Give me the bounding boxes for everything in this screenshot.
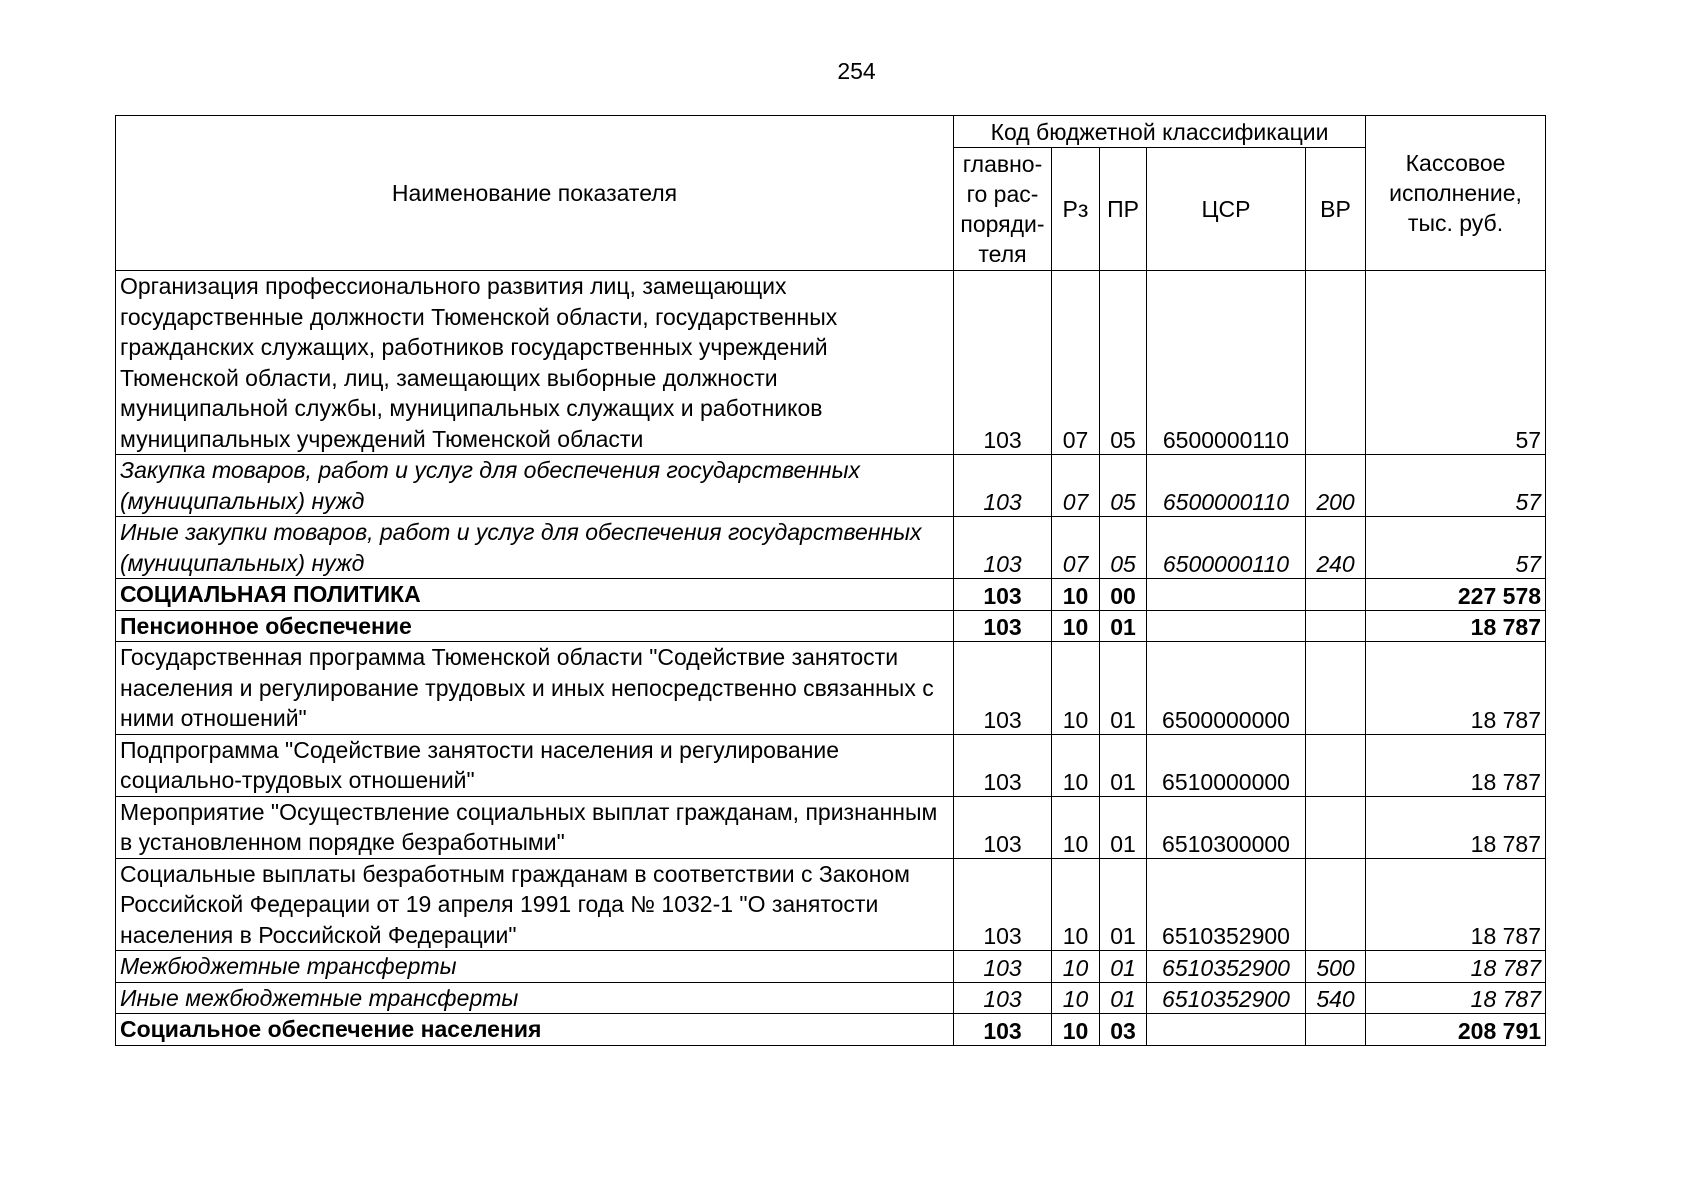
row-name: Организация профессионального развития лиц, замещающих государственные должности Тюменской области, государственных гражданских служащих, работников государственных учреждений Тюменской области, лиц, замещающих выборные должности муниципальной службы, муниципальных служащих и работников муниципальных учреждений Тюменской области (116, 271, 954, 455)
row-pr: 01 (1100, 951, 1147, 983)
table-row (116, 734, 1546, 796)
row-pr: 03 (1100, 1014, 1147, 1046)
row-name: Государственная программа Тюменской области "Содействие занятости населения и регулирование трудовых и иных непосредственно связанных с ними отношений" (116, 642, 954, 735)
row-vr: 500 (1306, 951, 1366, 983)
row-csr: 6500000110 (1147, 271, 1306, 455)
header-code-group: Код бюджетной классификации (954, 116, 1366, 148)
row-glavny: 103 (954, 951, 1052, 983)
row-vr (1306, 734, 1366, 796)
row-name: Межбюджетные трансферты (116, 951, 954, 983)
row-pr: 01 (1100, 858, 1147, 951)
row-vr (1306, 642, 1366, 735)
row-csr: 6510352900 (1147, 858, 1306, 951)
table-row (116, 1014, 1546, 1046)
row-vr (1306, 610, 1366, 642)
row-vr: 200 (1306, 455, 1366, 517)
row-pr: 01 (1100, 982, 1147, 1014)
row-pr: 01 (1100, 610, 1147, 642)
row-name: Подпрограмма "Содействие занятости населения и регулирование социально-трудовых отношений" (116, 734, 954, 796)
row-csr (1147, 610, 1306, 642)
header-pr: ПР (1100, 148, 1147, 271)
row-glavny: 103 (954, 796, 1052, 858)
row-name: Социальные выплаты безработным гражданам в соответствии с Законом Российской Федерации от 19 апреля 1991 года № 1032-1 "О занятости населения в Российской Федерации" (116, 858, 954, 951)
row-vr (1306, 796, 1366, 858)
row-rz: 10 (1052, 1014, 1100, 1046)
table-row (116, 610, 1546, 642)
row-amount: 18 787 (1366, 610, 1546, 642)
row-glavny: 103 (954, 610, 1052, 642)
row-glavny: 103 (954, 858, 1052, 951)
row-csr: 6510352900 (1147, 951, 1306, 983)
table-row (116, 796, 1546, 858)
row-csr: 6510000000 (1147, 734, 1306, 796)
table-row (116, 271, 1546, 455)
row-name: Иные межбюджетные трансферты (116, 982, 954, 1014)
row-rz: 10 (1052, 982, 1100, 1014)
page-number: 254 (837, 58, 876, 84)
row-csr: 6510300000 (1147, 796, 1306, 858)
row-amount: 18 787 (1366, 642, 1546, 735)
table-row (116, 455, 1546, 517)
row-amount: 57 (1366, 517, 1546, 579)
row-amount: 57 (1366, 455, 1546, 517)
header-vr: ВР (1306, 148, 1366, 271)
row-glavny: 103 (954, 982, 1052, 1014)
row-csr: 6510352900 (1147, 982, 1306, 1014)
table-body (116, 271, 1546, 1046)
row-csr: 6500000000 (1147, 642, 1306, 735)
table-row (116, 951, 1546, 983)
row-glavny: 103 (954, 642, 1052, 735)
row-pr: 01 (1100, 734, 1147, 796)
row-vr (1306, 271, 1366, 455)
header-rz: Рз (1052, 148, 1100, 271)
row-pr: 01 (1100, 796, 1147, 858)
table-row (116, 642, 1546, 735)
row-rz: 07 (1052, 517, 1100, 579)
row-rz: 10 (1052, 642, 1100, 735)
budget-table (115, 115, 1546, 1046)
row-name: Пенсионное обеспечение (116, 610, 954, 642)
row-amount: 18 787 (1366, 858, 1546, 951)
row-pr: 05 (1100, 455, 1147, 517)
row-csr (1147, 1014, 1306, 1046)
row-amount: 227 578 (1366, 579, 1546, 611)
header-name: Наименование показателя (116, 116, 954, 271)
row-pr: 05 (1100, 517, 1147, 579)
row-csr (1147, 579, 1306, 611)
row-amount: 208 791 (1366, 1014, 1546, 1046)
row-csr: 6500000110 (1147, 455, 1306, 517)
row-pr: 01 (1100, 642, 1147, 735)
row-csr: 6500000110 (1147, 517, 1306, 579)
header-amount: Кассовое исполнение, тыс. руб. (1366, 116, 1546, 271)
row-rz: 10 (1052, 734, 1100, 796)
row-name: Мероприятие "Осуществление социальных выплат гражданам, признанным в установленном порядке безработными" (116, 796, 954, 858)
row-pr: 05 (1100, 271, 1147, 455)
row-amount: 18 787 (1366, 734, 1546, 796)
row-rz: 10 (1052, 858, 1100, 951)
row-vr (1306, 579, 1366, 611)
row-pr: 00 (1100, 579, 1147, 611)
row-vr: 240 (1306, 517, 1366, 579)
row-rz: 10 (1052, 579, 1100, 611)
row-amount: 18 787 (1366, 951, 1546, 983)
row-rz: 10 (1052, 951, 1100, 983)
row-glavny: 103 (954, 579, 1052, 611)
row-glavny: 103 (954, 1014, 1052, 1046)
row-name: СОЦИАЛЬНАЯ ПОЛИТИКА (116, 579, 954, 611)
row-rz: 10 (1052, 796, 1100, 858)
row-amount: 18 787 (1366, 982, 1546, 1014)
row-rz: 10 (1052, 610, 1100, 642)
table-row (116, 517, 1546, 579)
row-name: Иные закупки товаров, работ и услуг для обеспечения государственных (муниципальных) нужд (116, 517, 954, 579)
header-glavny: главно-го рас-поряди-теля (954, 148, 1052, 271)
row-rz: 07 (1052, 455, 1100, 517)
row-vr (1306, 858, 1366, 951)
row-glavny: 103 (954, 517, 1052, 579)
row-vr (1306, 1014, 1366, 1046)
row-rz: 07 (1052, 271, 1100, 455)
row-amount: 18 787 (1366, 796, 1546, 858)
table-row (116, 858, 1546, 951)
table-row (116, 982, 1546, 1014)
header-csr: ЦСР (1147, 148, 1306, 271)
row-glavny: 103 (954, 734, 1052, 796)
row-vr: 540 (1306, 982, 1366, 1014)
row-amount: 57 (1366, 271, 1546, 455)
row-glavny: 103 (954, 455, 1052, 517)
row-glavny: 103 (954, 271, 1052, 455)
row-name: Социальное обеспечение населения (116, 1014, 954, 1046)
table-row (116, 579, 1546, 611)
row-name: Закупка товаров, работ и услуг для обеспечения государственных (муниципальных) нужд (116, 455, 954, 517)
